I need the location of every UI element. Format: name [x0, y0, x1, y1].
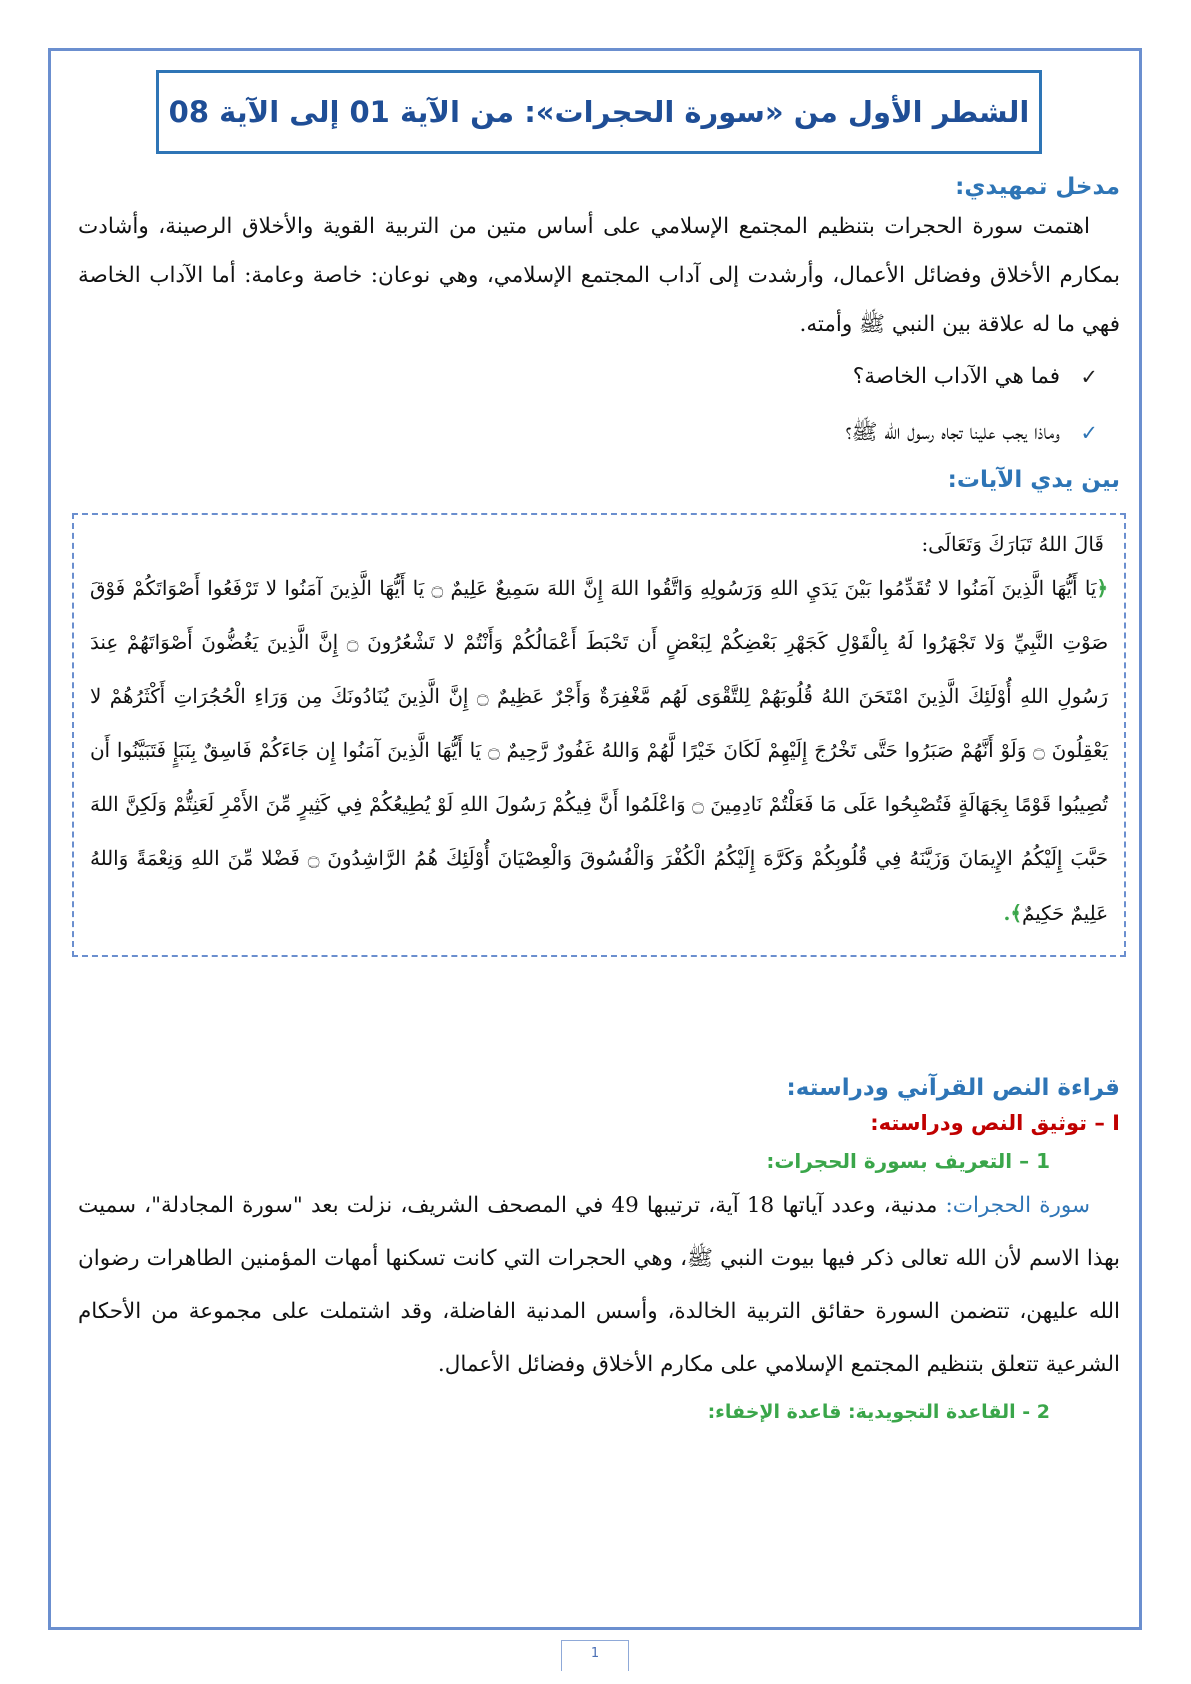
verses-body: يَا أَيُّهَا الَّذِينَ آمَنُوا لا تُقَدِّمُوا بَيْنَ يَدَيِ اللهِ وَرَسُولِهِ وَاتَّقُوا اللهَ إِنَّ اللهَ سَمِيعٌ عَلِيمٌ ۝ يَا أَيُّهَا الَّذِينَ آمَنُوا لا تَرْفَعُوا أَصْوَاتَكُمْ فَوْقَ صَوْتِ النَّبِيِّ وَلا تَجْهَرُوا لَهُ بِالْقَوْلِ كَجَهْرِ بَعْضِكُمْ لِبَعْضٍ أَن تَحْبَطَ أَعْمَالُكُمْ وَأَنْتُمْ لا تَشْعُرُونَ ۝ إِنَّ الَّذِينَ يَغُضُّونَ أَصْوَاتَهُمْ عِندَ رَسُولِ اللهِ أُوْلَئِكَ الَّذِينَ امْتَحَنَ اللهُ قُلُوبَهُمْ لِلتَّقْوَى لَهُم مَّغْفِرَةٌ وَأَجْرٌ عَظِيمٌ ۝ إِنَّ الَّذِينَ يُنَادُونَكَ مِن وَرَاءِ الْحُجُرَاتِ أَكْثَرُهُمْ لا يَعْقِلُونَ ۝ وَلَوْ أَنَّهُمْ صَبَرُوا حَتَّى تَخْرُجَ إِلَيْهِمْ لَكَانَ خَيْرًا لَّهُمْ وَاللهُ غَفُورٌ رَّحِيمٌ ۝ يَا أَيُّهَا الَّذِينَ آمَنُوا إِن جَاءَكُمْ فَاسِقٌ بِنَبَإٍ فَتَبَيَّنُوا أَن تُصِيبُوا قَوْمًا بِجَهَالَةٍ فَتُصْبِحُوا عَلَى مَا فَعَلْتُمْ نَادِمِينَ ۝ وَاعْلَمُوا أَنَّ فِيكُمْ رَسُولَ اللهِ لَوْ يُطِيعُكُمْ فِي كَثِيرٍ مِّنَ الأَمْرِ لَعَنِتُّمْ وَلَكِنَّ اللهَ حَبَّبَ إِلَيْكُمُ الإِيمَانَ وَزَيَّنَهُ فِي قُلُوبِكُمْ وَكَرَّهَ إِلَيْكُمُ الْكُفْرَ وَالْفُسُوقَ وَالْعِصْيَانَ أُوْلَئِكَ هُمُ الرَّاشِدُونَ ۝ فَضْلا مِّنَ اللهِ وَنِعْمَةً وَاللهُ عَلِيمٌ حَكِيمٌ [90, 577, 1108, 925]
intro-paragraph [78, 202, 1120, 349]
verses-heading: بين يدي الآيات: [947, 467, 1120, 493]
close-bracket: ﴾. [1003, 901, 1022, 925]
open-bracket: ﴿ [1096, 576, 1108, 600]
page-number: 1 [561, 1640, 629, 1671]
document-content [78, 70, 1120, 1423]
surah-text: مدنية، وعدد آياتها 18 آية، ترتيبها 49 في المصحف الشريف، نزلت بعد "سورة المجادلة"، سميت بهذا الاسم لأن الله تعالى ذكر فيها بيوت النبي ﷺ، وهي الحجرات التي كانت تسكنها أمهات المؤمنين الطاهرات رضوان الله عليهن، تتضمن السورة حقائق التربية الخالدة، وأسس المدنية الفاضلة، وقد اشتملت على مجموعة من الأحكام الشرعية تتعلق بتنظيم المجتمع الإسلامي على مكارم الأخلاق وفضائل الأعمال. [78, 1193, 1120, 1377]
surah-label: سورة الحجرات: [945, 1193, 1090, 1218]
sub2-heading: 2 - القاعدة التجويدية: قاعدة الإخفاء: [707, 1401, 1050, 1423]
title-box [156, 70, 1042, 154]
question-item [78, 405, 1098, 461]
question-text: فما هي الآداب الخاصة؟ [852, 364, 1060, 389]
surah-definition [78, 1179, 1120, 1391]
intro-heading: مدخل تمهيدي: [955, 174, 1120, 200]
verses-box [72, 513, 1126, 957]
questions-list [78, 349, 1120, 461]
verses-text [90, 561, 1108, 941]
section1-heading: I – توثيق النص ودراسته: [870, 1111, 1120, 1135]
question-item [78, 349, 1098, 405]
verses-intro: قَالَ اللهُ تَبَارَكَ وَتَعَالَى: [921, 532, 1104, 556]
intro-paragraph-text: اهتمت سورة الحجرات بتنظيم المجتمع الإسلامي على أساس متين من التربية القوية والأخلاق الرصينة، وأشادت بمكارم الأخلاق وفضائل الأعمال، وأرشدت إلى آداب المجتمع الإسلامي، وهي نوعان: خاصة وعامة: أما الآداب الخاصة فهي ما له علاقة بين النبي ﷺ وأمته. [78, 214, 1120, 337]
page-title: الشطر الأول من «سورة الحجرات»: من الآية 01 إلى الآية 08 [168, 95, 1030, 129]
checkmark-icon: ✓ [1080, 365, 1098, 389]
checkmark-icon: ✓ [1080, 421, 1098, 445]
question-text: وماذا يجب علينا تجاه رسول الله ﷺ؟ [845, 420, 1060, 445]
reading-heading: قراءة النص القرآني ودراسته: [786, 1075, 1120, 1101]
sub1-heading: 1 – التعريف بسورة الحجرات: [766, 1149, 1050, 1173]
